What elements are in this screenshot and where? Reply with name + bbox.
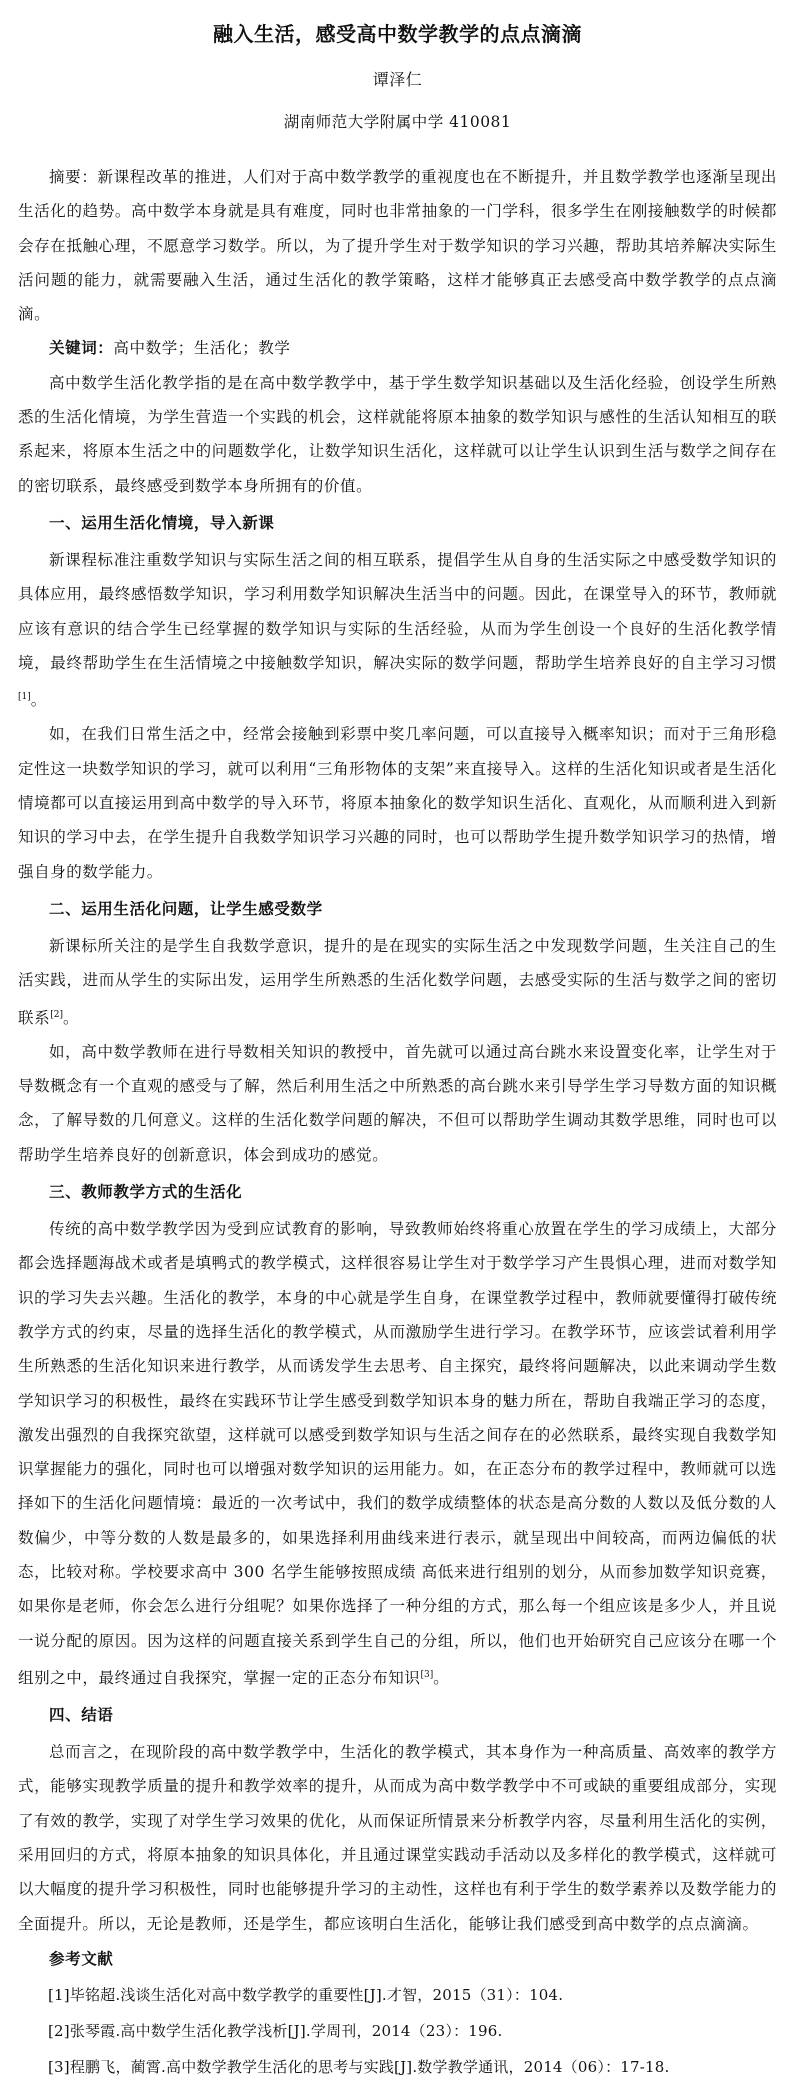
paper-body xyxy=(18,160,777,2085)
paragraph-text: 新课程标准注重数学知识与实际生活之间的相互联系，提倡学生从自身的生活实际之中感受数学知识的具体应用，最终感悟数学知识，学习利用数学知识解决生活当中的问题。因此，在课堂导入的环节，教师就应该有意识的结合学生已经掌握的数学知识与实际的生活经验，从而为学生创设一个良好的生活化教学情境，最终帮助学生在生活情境之中接触数学知识，解决实际的数学问题，帮助学生培养良好的自主学习习惯 xyxy=(18,550,777,672)
citation-marker: [3] xyxy=(420,1669,434,1680)
paragraph-tail: 。 xyxy=(30,691,47,710)
keywords-text: 高中数学；生活化；教学 xyxy=(113,339,291,358)
section-heading-1: 一、运用生活化情境，导入新课 xyxy=(49,513,275,532)
abstract-paragraph xyxy=(18,160,777,331)
paragraph-tail: 。 xyxy=(62,1008,80,1027)
section-4-paragraph-1: 总而言之，在现阶段的高中数学教学中，生活化的教学模式，其本身作为一种高质量、高效率的教学方式，能够实现教学质量的提升和教学效率的提升，从而成为高中数学教学中不可或缺的重要组成部分，实现了有效的教学，实现了对学生学习效果的优化，从而保证所情景来分析教学内容，尽量利用生活化的实例，采用回归的方式，将原本抽象的知识具体化，并且通过课堂实践动手活动以及多样化的教学模式，这样就可以大幅度的提升学习积极性，同时也能够提升学习的主动性，这样也有利于学生的数学素养以及数学能力的全面提升。所以，无论是教师，还是学生，都应该明白生活化，能够让我们感受到高中数学的点点滴滴。 xyxy=(18,1743,777,1933)
section-heading-4: 四、结语 xyxy=(49,1706,114,1725)
citation-marker: [1] xyxy=(18,692,31,703)
abstract-label: 摘要： xyxy=(49,168,98,186)
keywords-line xyxy=(18,331,777,365)
section-heading-2: 二、运用生活化问题，让学生感受数学 xyxy=(49,899,323,918)
section-2-paragraph-1 xyxy=(18,929,777,1035)
paragraph-text: 新课标所关注的是学生自我数学意识，提升的是在现实的实际生活之中发现数学问题，生关注自己的生活实践，进而从学生的实际出发，运用学生所熟悉的生活化数学问题，去感受实际的生活与数学之间的密切联系 xyxy=(18,936,777,1027)
section-1-paragraph-2: 如，在我们日常生活之中，经常会接触到彩票中奖几率问题，可以直接导入概率知识；而对于三角形稳定性这一块数学知识的学习，就可以利用“三角形物体的支架”来直接导入。这样的生活化知识或者是生活化情境都可以直接运用到高中数学的导入环节，将原本抽象化的数学知识生活化、直观化，从而顺利进入到新知识的学习中去，在学生提升自我数学知识学习兴趣的同时，也可以帮助学生提升数学知识学习的热情，增强自身的数学能力。 xyxy=(18,725,777,881)
reference-item: [2]张琴霞.高中数学生活化教学浅析[J].学周刊，2014（23）：196. xyxy=(48,2021,503,2040)
citation-marker: [2] xyxy=(50,1009,63,1020)
author-name: 谭泽仁 xyxy=(372,70,423,89)
keywords-label: 关键词： xyxy=(49,338,114,358)
paragraph-tail: 。 xyxy=(433,1668,450,1687)
abstract-text: 新课程改革的推进，人们对于高中数学教学的重视度也在不断提升，并且数学教学也逐渐呈现出生活化的趋势。高中数学本身就是具有难度，同时也非常抽象的一门学科，很多学生在刚接触数学的时候都会存在抵触心理，不愿意学习数学。所以，为了提升学生对于数学知识的学习兴趣，帮助其培养解决实际生活问题的能力，就需要融入生活，通过生活化的教学策略，这样才能够真正去感受高中数学教学的点点滴滴。 xyxy=(18,168,777,324)
section-3-paragraph-1 xyxy=(18,1212,777,1695)
section-heading-3: 三、教师教学方式的生活化 xyxy=(49,1183,243,1202)
section-1-paragraph-1 xyxy=(18,543,777,717)
paragraph-text: 传统的高中数学教学因为受到应试教育的影响，导致教师始终将重心放置在学生的学习成绩上，大部分都会选择题海战术或者是填鸭式的教学模式，这样很容易让学生对于数学学习产生畏惧心理，进而对数学知识的学习失去兴趣。生活化的教学，本身的中心就是学生自身，在课堂教学过程中，教师就要懂得打破传统教学方式的约束，尽量的选择生活化的教学模式，从而激励学生进行学习。在教学环节，应该尝试着利用学生所熟悉的生活化知识来进行教学，从而诱发学生去思考、自主探究，最终将问题解决，以此来调动学生数学知识学习的积极性，最终在实践环节让学生感受到数学知识本身的魅力所在，帮助自我端正学习的态度，激发出强烈的自我探究欲望，这样就可以感受到数学知识与生活之间存在的必然联系，最终实现自我数学知识掌握能力的强化，同时也可以增强对数学知识的运用能力。如，在正态分布的教学过程中，教师就可以选择如下的生活化问题情境：最近的一次考试中，我们的数学成绩整体的状态是高分数的人数以及低分数的人数偏少，中等分数的人数是最多的，如果选择利用曲线来进行表示，就呈现出中间较高，而两边偏低的状态，比较对称。学校要求高中 300 名学生能够按照成绩 高低来进行组别的划分，从而参加数学知识竞赛，如果你是老师，你会怎么进行分组呢？如果你选择了一种分组的方式，那么每一个组应该是多少人，并且说一说分配的原因。因为这样的问题直接关系到学生自己的分组，所以，他们也开始研究自己应该分在哪一个组别之中，最终通过自我探究，掌握一定的正态分布知识 xyxy=(18,1220,777,1687)
reference-item: [3]程鹏飞，蔺霄.高中数学教学生活化的思考与实践[J].数学教学通讯，2014（06）：17-18. xyxy=(48,2057,670,2076)
paper-title: 融入生活，感受高中数学教学的点点滴滴 xyxy=(213,22,582,46)
intro-paragraph: 高中数学生活化教学指的是在高中数学教学中，基于学生数学知识基础以及生活化经验，创设学生所熟悉的生活化情境，为学生营造一个实践的机会，这样就能将原本抽象的数学知识与感性的生活认知相互的联系起来，将原本生活之中的问题数学化，让数学知识生活化，这样就可以让学生认识到生活与数学之间存在的密切联系，最终感受到数学本身所拥有的价值。 xyxy=(18,373,777,495)
references-title: 参考文献 xyxy=(49,1949,114,1968)
section-2-paragraph-2: 如，高中数学教师在进行导数相关知识的教授中，首先就可以通过高台跳水来设置变化率，让学生对于导数概念有一个直观的感受与了解，然后利用生活之中所熟悉的高台跳水来引导学生学习导数方面的知识概念，了解导数的几何意义。这样的生活化数学问题的解决，不但可以帮助学生调动其数学思维，同时也可以帮助学生培养良好的创新意识，体会到成功的感觉。 xyxy=(18,1042,777,1164)
reference-item: [1]毕铭超.浅谈生活化对高中数学教学的重要性[J].才智，2015（31）：104. xyxy=(48,1985,564,2004)
author-affiliation: 湖南师范大学附属中学 410081 xyxy=(283,113,512,131)
